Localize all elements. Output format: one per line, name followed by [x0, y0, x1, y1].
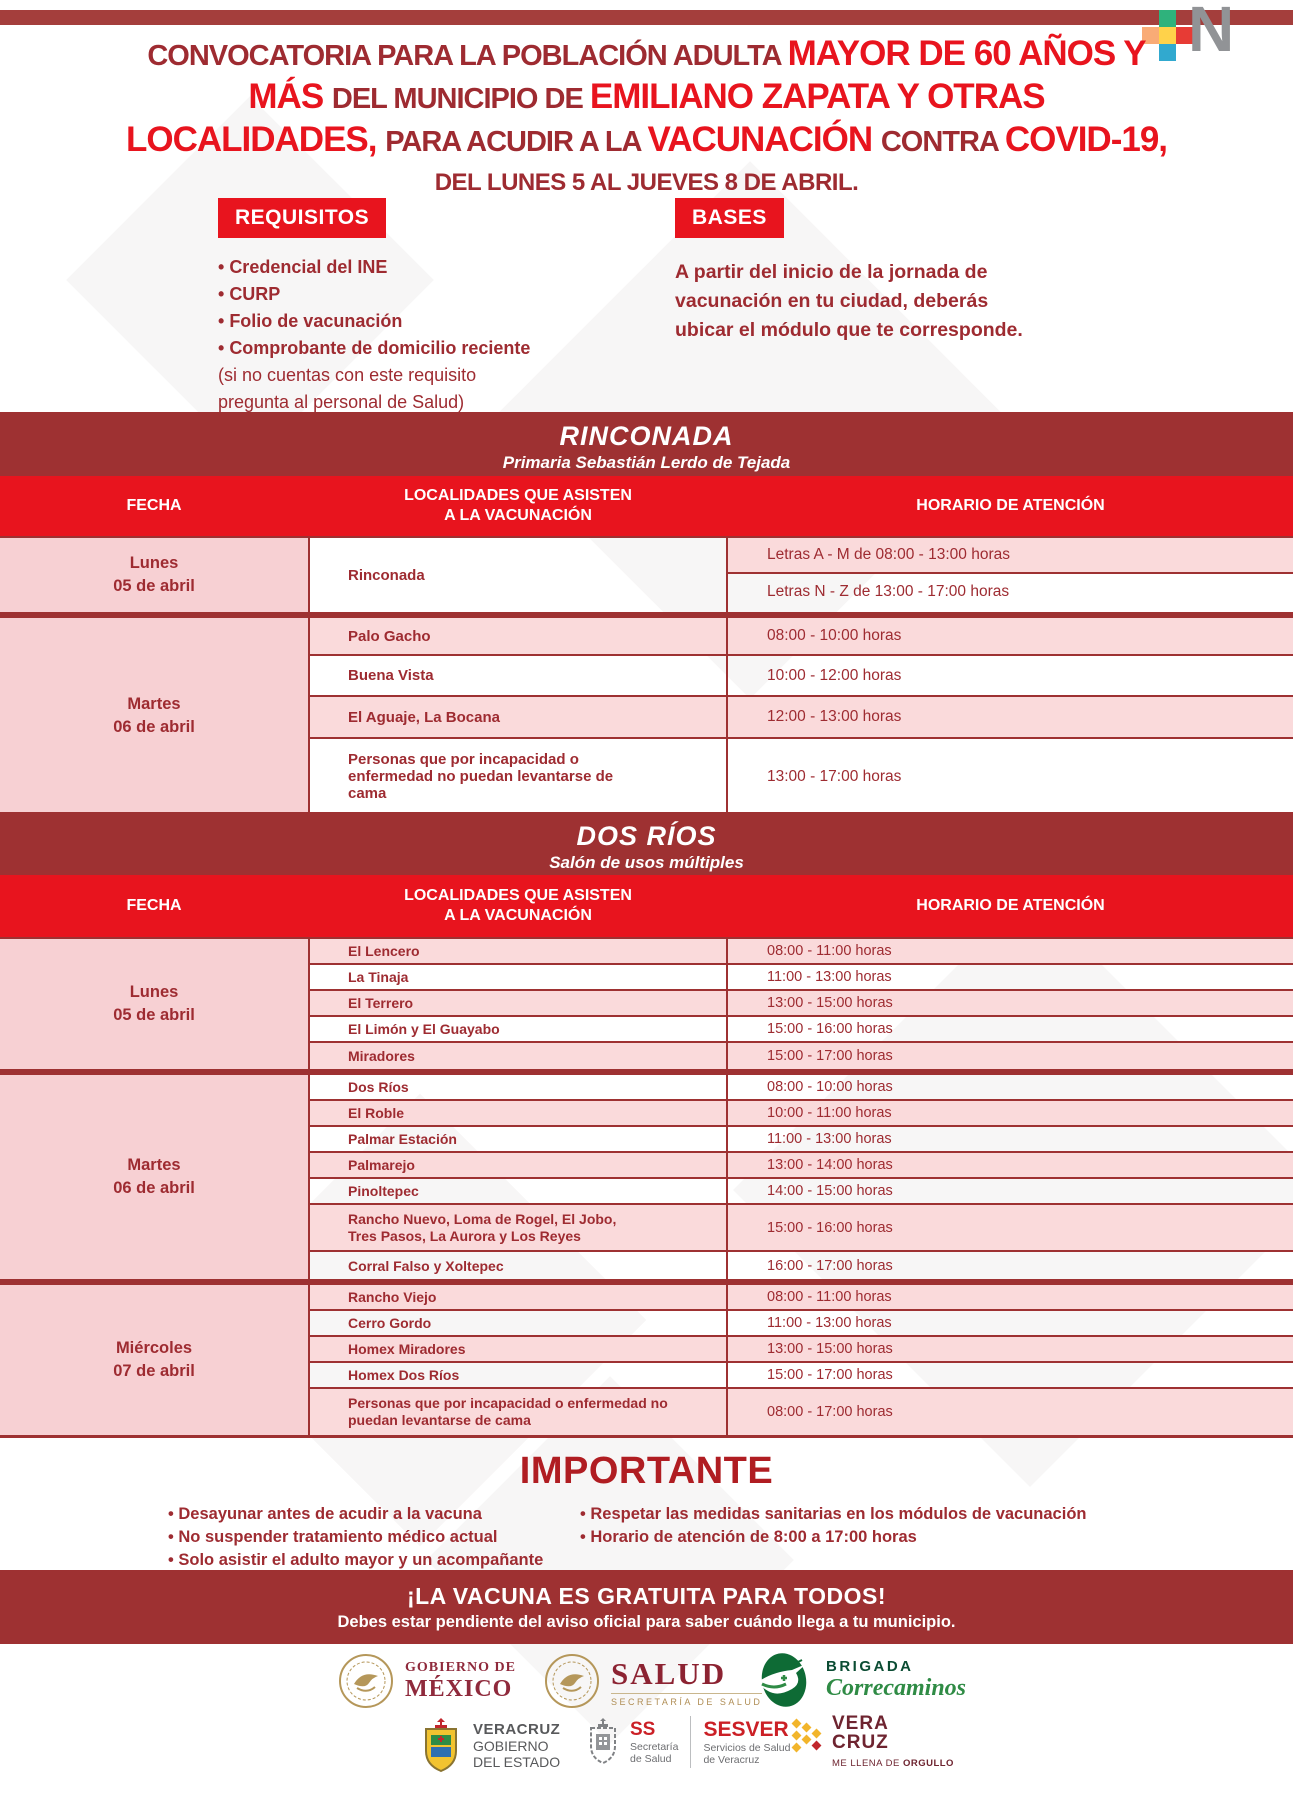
date-block-martes: [0, 618, 1293, 814]
localidad-cell: Dos Ríos: [310, 1075, 728, 1099]
brigada-text: [826, 1658, 966, 1702]
title-seg: CONVOCATORIA PARA LA POBLACIÓN ADULTA: [147, 40, 788, 72]
table-row: [310, 939, 1293, 965]
localidad-cell: Cerro Gordo: [310, 1311, 728, 1335]
dos-rios-table-body: [0, 937, 1293, 1438]
column-header-localidades-line2: A LA VACUNACIÓN: [444, 907, 592, 924]
nplus-letter: N: [1188, 0, 1233, 65]
title-seg-em: EMILIANO ZAPATA Y OTRAS: [589, 77, 1045, 116]
importante-item: • Respetar las medidas sanitarias en los módulos de vacunación: [580, 1503, 1140, 1526]
brigada-line1: BRIGADA: [826, 1658, 914, 1675]
gobierno-de-mexico-logo: [337, 1652, 516, 1710]
table-row: [310, 1252, 1293, 1279]
localidad-cell: Miradores: [310, 1043, 728, 1069]
fecha-date: 05 de abril: [113, 577, 195, 595]
column-header-localidades-line1: LOCALIDADES QUE ASISTEN: [404, 887, 632, 904]
date-block-lunes: [0, 538, 1293, 618]
block-rows: [310, 1285, 1293, 1435]
localidad-cell: Palmar Estación: [310, 1127, 728, 1151]
bases-text: [675, 258, 1105, 345]
horario-cell: 08:00 - 17:00 horas: [767, 1404, 893, 1420]
banner-title: ¡LA VACUNA ES GRATUITA PARA TODOS!: [406, 1583, 887, 1609]
veracruz-line3: DEL ESTADO: [473, 1753, 561, 1770]
rinconada-subtitle: Primaria Sebastián Lerdo de Tejada: [502, 453, 791, 472]
localidad-cell: Homex Dos Ríos: [310, 1363, 728, 1387]
fecha-cell: [0, 1075, 310, 1279]
date-block-martes: [0, 1075, 1293, 1285]
column-header-horario: HORARIO DE ATENCIÓN: [916, 897, 1105, 914]
requisitos-item: • Comprobante de domicilio reciente: [218, 335, 618, 362]
title-line-3: [0, 122, 1293, 165]
salud-seal-icon: [543, 1652, 601, 1710]
importante-item: • Solo asistir el adulto mayor y un acompañante: [168, 1549, 578, 1572]
nplus-square-top-icon: [1159, 10, 1176, 27]
localidad-cell: Buena Vista: [310, 656, 728, 695]
horario-cell: 10:00 - 11:00 horas: [767, 1105, 892, 1121]
localidad-cell: [310, 1205, 728, 1250]
sesver-sub2: de Veracruz: [703, 1754, 760, 1766]
brigada-correcaminos-logo: [748, 1650, 966, 1710]
horario-cell: 08:00 - 11:00 horas: [767, 943, 892, 959]
localidad-cell: [310, 739, 728, 814]
veracruz-line2: GOBIERNO: [473, 1737, 549, 1754]
date-block-miercoles: [0, 1285, 1293, 1438]
bases-line: A partir del inicio de la jornada de: [675, 261, 988, 283]
column-header-fecha: FECHA: [126, 897, 182, 914]
section-dos-rios: [0, 812, 1293, 1438]
footer-logos: [0, 1644, 1293, 1809]
title-line-2: [0, 79, 1293, 122]
vera-tagline-pre: ME LLENA DE: [832, 1758, 903, 1769]
importante-title: IMPORTANTE: [519, 1450, 774, 1492]
salud-subtitle: SECRETARÍA DE SALUD: [611, 1693, 762, 1707]
fecha-date: 07 de abril: [113, 1362, 195, 1380]
table-row: [310, 1311, 1293, 1337]
importante-left-list: [168, 1503, 578, 1572]
fecha-cell: [0, 538, 310, 612]
horario-cell: 11:00 - 13:00 horas: [767, 969, 892, 985]
horario-cell: 13:00 - 15:00 horas: [767, 1341, 893, 1357]
title-date: DEL LUNES 5 AL JUEVES 8 DE ABRIL.: [434, 169, 859, 196]
title-seg: DEL MUNICIPIO DE: [331, 83, 590, 115]
veracruz-pattern-icon: [789, 1718, 823, 1766]
localidad-cell: Corral Falso y Xoltepec: [310, 1252, 728, 1279]
rinconada-title: RINCONADA: [559, 421, 734, 451]
veracruz-brand-logo: [789, 1714, 954, 1769]
ss-sesver-logo: [584, 1716, 790, 1768]
localidad-cell: Palo Gacho: [310, 618, 728, 654]
requisitos-note-line: pregunta al personal de Salud): [218, 392, 465, 412]
table-row: [310, 1337, 1293, 1363]
requisitos-item: • Credencial del INE: [218, 254, 618, 281]
table-row: [310, 538, 1293, 612]
top-maroon-bar: [0, 10, 1293, 25]
correcaminos-bird-icon: [748, 1650, 814, 1710]
horario-cell: 14:00 - 15:00 horas: [767, 1183, 893, 1199]
ss-sub1: Secretaría: [630, 1741, 679, 1753]
horario-cell: 13:00 - 15:00 horas: [767, 995, 893, 1011]
salud-logo: [543, 1652, 762, 1710]
table-row: [310, 1153, 1293, 1179]
horario-cell: 13:00 - 14:00 horas: [767, 1157, 893, 1173]
fecha-day: Martes: [127, 1156, 181, 1174]
section-rinconada: [0, 412, 1293, 814]
table-row: [310, 1285, 1293, 1311]
requisitos-note-line: (si no cuentas con este requisito: [218, 365, 477, 385]
localidad-cell: [310, 1389, 728, 1435]
title-seg-em: LOCALIDADES,: [125, 120, 386, 159]
vera-line2: CRUZ: [832, 1732, 889, 1753]
table-row: [310, 618, 1293, 656]
brigada-line2: Correcaminos: [826, 1675, 967, 1701]
table-row: [310, 965, 1293, 991]
horario-cell: 08:00 - 11:00 horas: [767, 1289, 892, 1305]
rinconada-table-body: [0, 536, 1293, 814]
veracruz-gobierno-logo: [418, 1716, 560, 1774]
veracruz-line1: VERACRUZ: [473, 1720, 561, 1738]
logo-divider: [690, 1716, 691, 1768]
block-rows: [310, 538, 1293, 612]
banner-subtitle: Debes estar pendiente del aviso oficial para saber cuándo llega a tu municipio.: [337, 1613, 956, 1631]
ss-abbr: SS: [630, 1719, 656, 1740]
sesver-sub1: Servicios de Salud: [703, 1742, 791, 1754]
horario-cell: 11:00 - 13:00 horas: [767, 1315, 892, 1331]
column-header-localidades-line2: A LA VACUNACIÓN: [444, 507, 592, 524]
importante-item: • No suspender tratamiento médico actual: [168, 1526, 578, 1549]
title-seg: PARA ACUDIR A LA: [385, 126, 648, 158]
localidad-cell: El Lencero: [310, 939, 728, 963]
ss-sub2: de Salud: [630, 1753, 672, 1765]
table-row: [310, 1017, 1293, 1043]
ss-text: [630, 1719, 678, 1765]
fecha-day: Lunes: [129, 554, 179, 572]
fecha-cell: [0, 1285, 310, 1435]
fecha-day: Lunes: [129, 983, 179, 1001]
requisitos-bases-section: [0, 198, 1293, 412]
table-row: [310, 1363, 1293, 1389]
importante-item: • Desayunar antes de acudir a la vacuna: [168, 1503, 578, 1526]
poster-title: [0, 36, 1293, 204]
requisitos-item: • CURP: [218, 281, 618, 308]
table-row: [310, 991, 1293, 1017]
veracruz-brand-text: [832, 1714, 954, 1769]
block-rows: [310, 1075, 1293, 1279]
column-header-fecha: FECHA: [126, 497, 182, 514]
importante-right-list: [580, 1503, 1140, 1549]
horario-cell: 15:00 - 16:00 horas: [767, 1219, 893, 1236]
table-row: [310, 1389, 1293, 1435]
table-row: [310, 1127, 1293, 1153]
title-seg-em: COVID-19,: [1004, 120, 1168, 159]
veracruz-gobierno-text: [473, 1721, 560, 1770]
block-rows: [310, 939, 1293, 1069]
localidad-cell: El Aguaje, La Bocana: [310, 697, 728, 737]
fecha-date: 06 de abril: [113, 1179, 195, 1197]
horario-cell: 10:00 - 12:00 horas: [767, 666, 902, 684]
sesver-text: [703, 1718, 790, 1766]
rinconada-banner: [0, 412, 1293, 476]
title-line-1: [0, 36, 1293, 79]
table-row: [310, 656, 1293, 697]
requisitos-list: [218, 254, 618, 416]
localidad-text: Personas que por incapacidad o enfermedad no puedan levantarse de cama: [348, 751, 614, 802]
gobierno-text: [405, 1660, 516, 1703]
salud-text: [611, 1656, 762, 1707]
localidad-text: Rancho Nuevo, Loma de Rogel, El Jobo, Tres Pasos, La Aurora y Los Reyes: [348, 1210, 617, 1244]
column-header-localidades: [308, 486, 728, 526]
dos-rios-banner: [0, 812, 1293, 875]
bases-label: BASES: [675, 198, 784, 238]
salud-name: SALUD: [611, 1655, 727, 1691]
veracruz-crest-icon: [418, 1716, 464, 1774]
horario-cell: Letras A - M de 08:00 - 13:00 horas: [728, 538, 1293, 574]
fecha-date: 05 de abril: [113, 1006, 195, 1024]
title-seg-em: MAYOR DE 60 AÑOS Y: [787, 34, 1146, 73]
vera-tagline: [832, 1758, 954, 1769]
bases-line: vacunación en tu ciudad, deberás: [675, 290, 989, 312]
ss-shield-icon: [584, 1716, 622, 1768]
free-vaccine-banner: [0, 1570, 1293, 1644]
table-row: [310, 1101, 1293, 1127]
dos-rios-subtitle: Salón de usos múltiples: [549, 853, 744, 872]
gobierno-seal-icon: [337, 1652, 395, 1710]
horario-cell: 15:00 - 17:00 horas: [767, 1048, 893, 1064]
horario-cell: 08:00 - 10:00 horas: [767, 627, 902, 644]
fecha-day: Miércoles: [115, 1339, 193, 1357]
localidad-text: Personas que por incapacidad o enfermedad no puedan levantarse de cama: [348, 1395, 668, 1428]
localidad-cell: El Limón y El Guayabo: [310, 1017, 728, 1041]
localidad-cell: La Tinaja: [310, 965, 728, 989]
bases-block: [675, 198, 1105, 345]
gobierno-line1: GOBIERNO DE: [405, 1659, 516, 1675]
fecha-cell: [0, 939, 310, 1069]
horario-cell: 16:00 - 17:00 horas: [767, 1257, 893, 1274]
sesver-abbr: SESVER: [703, 1718, 789, 1741]
vera-tagline-bold: ORGULLO: [902, 1758, 954, 1769]
vera-line1: VERA: [832, 1713, 889, 1734]
table-row: [310, 1179, 1293, 1205]
localidad-cell: El Roble: [310, 1101, 728, 1125]
bases-line: ubicar el módulo que te corresponde.: [675, 319, 1023, 341]
importante-section: [0, 1450, 1293, 1568]
localidad-cell: Homex Miradores: [310, 1337, 728, 1361]
requisitos-block: [218, 198, 618, 416]
table-row: [310, 697, 1293, 739]
column-header-localidades: [308, 886, 728, 926]
localidad-cell: Palmarejo: [310, 1153, 728, 1177]
requisitos-item: • Folio de vacunación: [218, 308, 618, 335]
fecha-date: 06 de abril: [113, 718, 195, 736]
localidad-cell: El Terrero: [310, 991, 728, 1015]
column-header-localidades-line1: LOCALIDADES QUE ASISTEN: [404, 487, 632, 504]
table-row: [310, 1075, 1293, 1101]
localidad-cell: Pinoltepec: [310, 1179, 728, 1203]
column-header-horario: HORARIO DE ATENCIÓN: [916, 497, 1105, 514]
horario-cell: 08:00 - 10:00 horas: [767, 1079, 893, 1095]
horario-cell: 13:00 - 17:00 horas: [767, 767, 902, 785]
title-seg-em: MÁS: [248, 77, 332, 116]
title-seg-em: VACUNACIÓN: [647, 120, 881, 159]
importante-columns: [0, 1503, 1293, 1578]
table-row: [310, 1043, 1293, 1069]
importante-item: • Horario de atención de 8:00 a 17:00 horas: [580, 1526, 1140, 1549]
localidad-cell: Rancho Viejo: [310, 1285, 728, 1309]
table-row: [310, 739, 1293, 814]
horario-cell: 12:00 - 13:00 horas: [767, 708, 902, 725]
dos-rios-table-header: [0, 875, 1293, 937]
horario-cell: 11:00 - 13:00 horas: [767, 1131, 892, 1147]
horario-cell: 15:00 - 16:00 horas: [767, 1021, 893, 1037]
horario-cell: Letras N - Z de 13:00 - 17:00 horas: [767, 583, 1010, 600]
fecha-day: Martes: [127, 695, 181, 713]
table-row: [310, 1205, 1293, 1252]
horario-column: [728, 538, 1293, 612]
gobierno-line2: MÉXICO: [405, 1675, 513, 1702]
block-rows: [310, 618, 1293, 814]
localidad-cell: Rinconada: [310, 538, 728, 612]
rinconada-table-header: [0, 476, 1293, 536]
title-seg: CONTRA: [880, 126, 1005, 158]
horario-cell: 15:00 - 17:00 horas: [767, 1367, 893, 1383]
date-block-lunes: [0, 939, 1293, 1075]
fecha-cell: [0, 618, 310, 814]
requisitos-label: REQUISITOS: [218, 198, 386, 238]
dos-rios-title: DOS RÍOS: [576, 821, 717, 851]
